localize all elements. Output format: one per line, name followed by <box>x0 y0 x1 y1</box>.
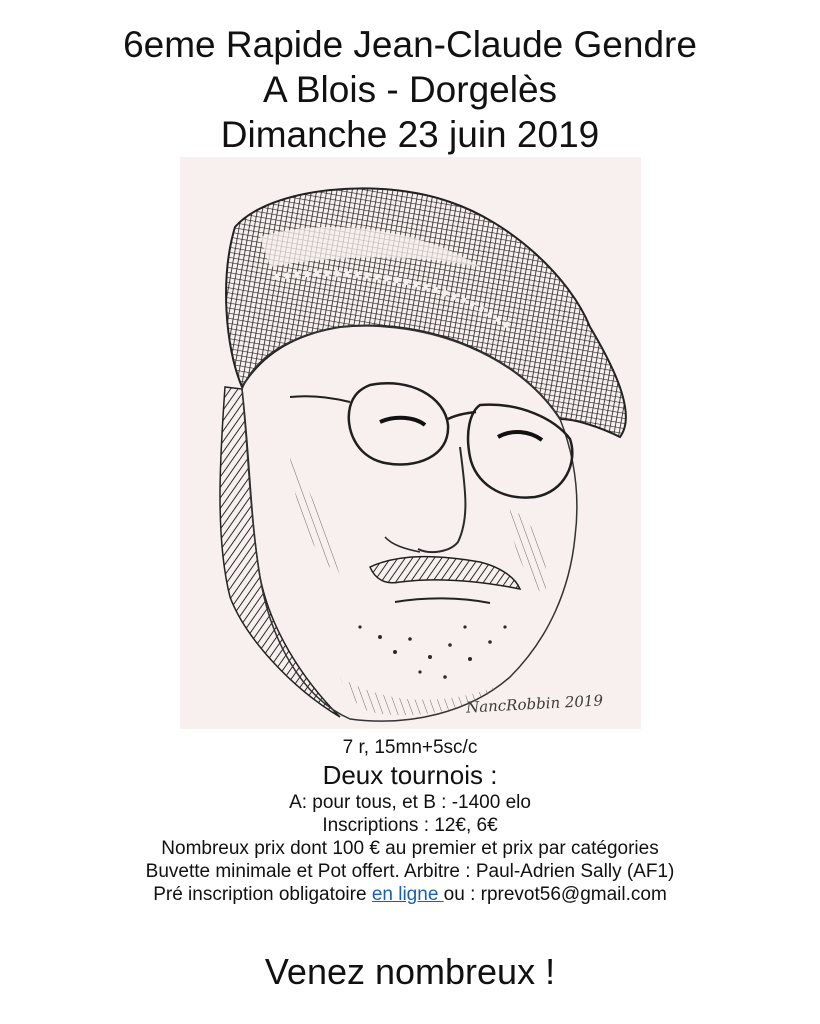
registration-online-link[interactable]: en ligne <box>371 884 444 905</box>
tournaments-heading: Deux tournois : <box>322 760 498 790</box>
registration-prefix: Pré inscription obligatoire <box>153 884 372 905</box>
artist-signature: NancRobbin 2019 <box>465 691 604 717</box>
buvette-arbiter-info: Buvette minimale et Pot offert. Arbitre : Paul-Adrien Sally (AF1) <box>145 861 675 882</box>
title-date: Dimanche 23 juin 2019 <box>220 114 600 155</box>
closing-message: Venez nombreux ! <box>264 951 556 992</box>
registration-line <box>0 883 820 906</box>
event-details <box>0 736 820 906</box>
title-event-name: 6eme Rapide Jean-Claude Gendre <box>123 24 697 65</box>
title-location: A Blois - Dorgelès <box>262 69 558 110</box>
poster-title <box>0 22 820 157</box>
entry-fees: Inscriptions : 12€, 6€ <box>322 815 498 836</box>
portrait-sketch-icon <box>180 157 641 729</box>
portrait-drawing <box>180 157 641 729</box>
tournaments-description: A: pour tous, et B : -1400 elo <box>289 792 531 813</box>
registration-suffix: ou : rprevot56@gmail.com <box>443 884 667 905</box>
game-format: 7 r, 15mn+5sc/c <box>342 737 478 758</box>
prizes-info: Nombreux prix dont 100 € au premier et prix par catégories <box>161 838 659 859</box>
